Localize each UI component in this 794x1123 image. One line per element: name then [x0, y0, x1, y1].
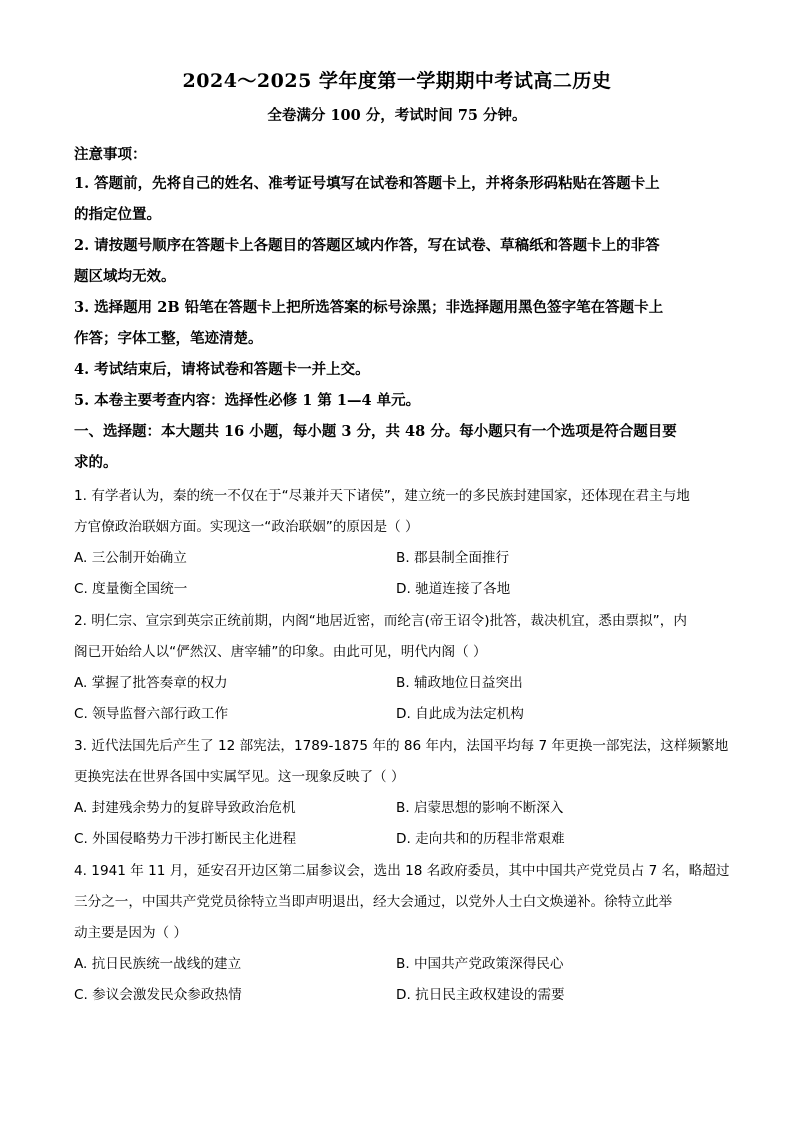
question-1-stem-line-2: 方官僚政治联姻方面。实现这一“政治联姻”的原因是（ ）	[74, 519, 419, 535]
question-3-stem-line-2: 更换宪法在世界各国中实属罕见。这一现象反映了（ ）	[74, 769, 405, 785]
question-3-option-c: C. 外国侵略势力干涉打断民主化进程	[74, 831, 297, 847]
exam-subtitle: 全卷满分 100 分，考试时间 75 分钟。	[267, 107, 527, 124]
question-1-option-b: B. 郡县制全面推行	[396, 550, 510, 566]
question-3-option-d: D. 走向共和的历程非常艰难	[396, 831, 565, 847]
question-2-option-d: D. 自此成为法定机构	[396, 706, 524, 722]
note-item-1-line-2: 的指定位置。	[74, 206, 161, 223]
notes-heading: 注意事项：	[74, 146, 147, 163]
question-2-option-c: C. 领导监督六部行政工作	[74, 706, 229, 722]
note-item-1-line-1: 1. 答题前，先将自己的姓名、准考证号填写在试卷和答题卡上，并将条形码粘贴在答题卡上	[74, 175, 660, 192]
question-3-option-a: A. 封建残余势力的复辟导致政治危机	[74, 800, 296, 816]
question-4-stem-line-3: 动主要是因为（ ）	[74, 925, 188, 941]
question-3-option-b: B. 启蒙思想的影响不断深入	[396, 800, 564, 816]
note-item-3-line-2: 作答；字体工整，笔迹清楚。	[74, 330, 263, 347]
question-2-stem-line-1: 2. 明仁宗、宣宗到英宗正统前期，内阁“地居近密，而纶言(帝王诏令)批答，裁决机宜，悉由票拟”，内	[74, 613, 687, 629]
question-3-stem-line-1: 3. 近代法国先后产生了 12 部宪法，1789-1875 年的 86 年内，法国平均每 7 年更换一部宪法，这样频繁地	[74, 738, 729, 754]
note-item-3-line-1: 3. 选择题用 2B 铅笔在答题卡上把所选答案的标号涂黑；非选择题用黑色签字笔在答题卡上	[74, 299, 664, 316]
question-1-option-a: A. 三公制开始确立	[74, 550, 187, 566]
exam-title: 2024～2025 学年度第一学期期中考试高二历史	[182, 70, 612, 92]
note-item-2-line-1: 2. 请按题号顺序在答题卡上各题目的答题区域内作答，写在试卷、草稿纸和答题卡上的非答	[74, 237, 660, 254]
question-2-option-b: B. 辅政地位日益突出	[396, 675, 523, 691]
question-1-option-c: C. 度量衡全国统一	[74, 581, 188, 597]
question-1-stem-line-1: 1. 有学者认为，秦的统一不仅在于“尽兼并天下诸侯”，建立统一的多民族封建国家，还体现在君主与地	[74, 488, 690, 504]
question-2-option-a: A. 掌握了批答奏章的权力	[74, 675, 228, 691]
question-1-option-d: D. 驰道连接了各地	[396, 581, 511, 597]
note-item-5: 5. 本卷主要考查内容：选择性必修 1 第 1—4 单元。	[74, 392, 421, 409]
section-heading-line-1: 一、选择题：本大题共 16 小题，每小题 3 分，共 48 分。每小题只有一个选项是符合题目要	[74, 423, 677, 440]
question-4-option-b: B. 中国共产党政策深得民心	[396, 956, 564, 972]
section-heading-line-2: 求的。	[74, 454, 118, 471]
note-item-2-line-2: 题区域均无效。	[74, 268, 176, 285]
question-4-option-a: A. 抗日民族统一战线的建立	[74, 956, 242, 972]
question-4-option-d: D. 抗日民主政权建设的需要	[396, 987, 565, 1003]
question-4-option-c: C. 参议会激发民众参政热情	[74, 987, 242, 1003]
note-item-4: 4. 考试结束后，请将试卷和答题卡一并上交。	[74, 361, 370, 378]
question-4-stem-line-2: 三分之一，中国共产党党员徐特立当即声明退出，经大会通过，以党外人士白文焕递补。徐特立此举	[74, 894, 673, 910]
question-2-stem-line-2: 阁已开始给人以“俨然汉、唐宰辅”的印象。由此可见，明代内阁（ ）	[74, 644, 487, 660]
question-4-stem-line-1: 4. 1941 年 11 月，延安召开边区第二届参议会，选出 18 名政府委员，其中中国共产党党员占 7 名，略超过	[74, 863, 730, 879]
